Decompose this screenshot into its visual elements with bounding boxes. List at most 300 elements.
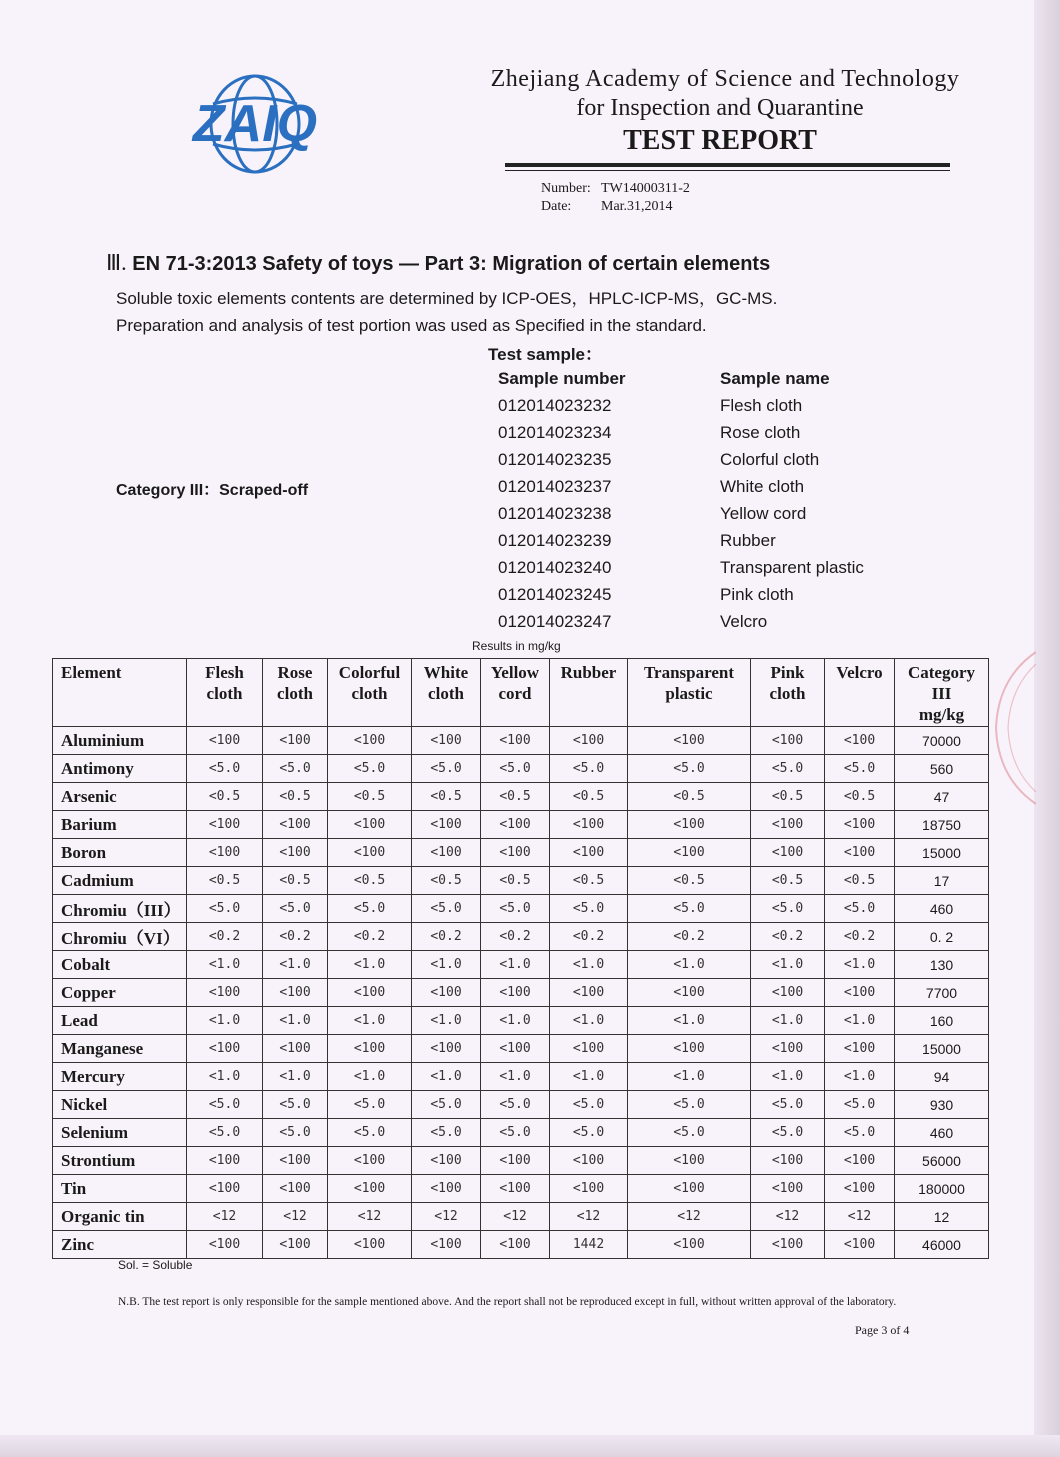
- result-cell: <100: [628, 1035, 751, 1063]
- result-cell: <100: [825, 811, 895, 839]
- category-limit-cell: 930: [895, 1091, 989, 1119]
- sample-name: Colorful cloth: [720, 450, 820, 469]
- result-cell: <1.0: [187, 1063, 263, 1091]
- result-cell: <100: [412, 1035, 481, 1063]
- result-cell: <0.2: [187, 923, 263, 951]
- sample-number: 012014023240: [498, 558, 612, 577]
- table-row: [53, 923, 989, 951]
- result-cell: <0.5: [825, 867, 895, 895]
- result-cell: <5.0: [481, 755, 550, 783]
- table-row: [53, 1007, 989, 1035]
- result-cell: <100: [187, 727, 263, 755]
- result-cell: <100: [751, 1175, 825, 1203]
- red-seal-stamp: [988, 648, 1036, 808]
- result-cell: <5.0: [751, 895, 825, 923]
- result-cell: <0.5: [751, 783, 825, 811]
- result-cell: <5.0: [328, 755, 412, 783]
- result-cell: <100: [328, 727, 412, 755]
- soluble-note: Sol. = Soluble: [118, 1258, 193, 1272]
- result-cell: <0.2: [328, 923, 412, 951]
- column-header: [628, 659, 751, 727]
- result-cell: <100: [550, 979, 628, 1007]
- result-cell: <100: [825, 1175, 895, 1203]
- column-header-line: cloth: [428, 684, 464, 703]
- result-cell: <1.0: [550, 1007, 628, 1035]
- result-cell: <100: [481, 727, 550, 755]
- test-sample-label: Test sample：: [488, 345, 603, 364]
- result-cell: <0.5: [628, 783, 751, 811]
- table-row: [53, 1175, 989, 1203]
- result-cell: <100: [825, 1147, 895, 1175]
- result-cell: <100: [628, 811, 751, 839]
- result-cell: <0.5: [187, 783, 263, 811]
- result-cell: <1.0: [481, 951, 550, 979]
- result-cell: <100: [187, 1231, 263, 1259]
- report-meta: [541, 180, 690, 216]
- result-cell: <100: [328, 1175, 412, 1203]
- result-cell: <100: [825, 1035, 895, 1063]
- category-limit-cell: 15000: [895, 839, 989, 867]
- column-header-line: Yellow: [490, 663, 540, 682]
- result-cell: <12: [825, 1203, 895, 1231]
- element-name: Lead: [53, 1007, 187, 1035]
- column-header: [263, 659, 328, 727]
- result-cell: <100: [825, 979, 895, 1007]
- column-header-line: Category: [907, 663, 976, 682]
- result-cell: <12: [412, 1203, 481, 1231]
- column-header: [751, 659, 825, 727]
- result-cell: <100: [628, 1147, 751, 1175]
- result-cell: <1.0: [825, 1063, 895, 1091]
- page-number: Page 3 of 4: [855, 1323, 910, 1337]
- element-name: Strontium: [53, 1147, 187, 1175]
- result-cell: <100: [328, 1147, 412, 1175]
- column-header-line: cloth: [277, 684, 313, 703]
- result-cell: <100: [263, 1175, 328, 1203]
- result-cell: <100: [481, 1231, 550, 1259]
- element-name: Cadmium: [53, 867, 187, 895]
- result-cell: <0.5: [751, 867, 825, 895]
- result-cell: <100: [550, 1147, 628, 1175]
- column-header: [550, 659, 628, 727]
- sample-number: 012014023235: [498, 450, 612, 469]
- column-header-line: plastic: [665, 684, 713, 703]
- result-cell: <5.0: [550, 1119, 628, 1147]
- result-cell: <5.0: [751, 1091, 825, 1119]
- result-cell: <100: [751, 839, 825, 867]
- intro-line-1: Soluble toxic elements contents are determined by ICP-OES，HPLC-ICP-MS，GC-MS.: [116, 289, 778, 308]
- sample-number-header: Sample number: [498, 369, 626, 388]
- result-cell: <5.0: [328, 895, 412, 923]
- result-cell: <1.0: [628, 1063, 751, 1091]
- result-cell: <100: [263, 811, 328, 839]
- result-cell: <0.5: [825, 783, 895, 811]
- result-cell: <0.5: [263, 867, 328, 895]
- element-name: Cobalt: [53, 951, 187, 979]
- result-cell: <0.5: [628, 867, 751, 895]
- result-cell: <1.0: [825, 1007, 895, 1035]
- result-cell: <0.2: [825, 923, 895, 951]
- result-cell: <100: [263, 1035, 328, 1063]
- section-roman: Ⅲ.: [106, 250, 127, 275]
- table-row: [53, 1119, 989, 1147]
- result-cell: <100: [263, 979, 328, 1007]
- result-cell: <0.2: [481, 923, 550, 951]
- result-cell: <5.0: [412, 1091, 481, 1119]
- column-header-line: III: [931, 684, 952, 703]
- institution-header: [400, 64, 1040, 158]
- result-cell: <0.2: [628, 923, 751, 951]
- disclaimer-note: N.B. The test report is only responsible for the sample mentioned above. And the report shall not be reproduced except in full, without written approval of the laboratory.: [118, 1296, 897, 1308]
- result-cell: <100: [263, 839, 328, 867]
- result-cell: <100: [328, 839, 412, 867]
- sample-name: White cloth: [720, 477, 805, 496]
- result-cell: <100: [825, 727, 895, 755]
- result-cell: <5.0: [751, 1119, 825, 1147]
- result-cell: <100: [628, 727, 751, 755]
- result-cell: <12: [187, 1203, 263, 1231]
- element-name: Mercury: [53, 1063, 187, 1091]
- result-cell: <100: [751, 979, 825, 1007]
- result-cell: <0.5: [481, 867, 550, 895]
- zaiq-logo: [160, 70, 350, 178]
- result-cell: <100: [751, 1035, 825, 1063]
- result-cell: <100: [751, 727, 825, 755]
- result-cell: <12: [628, 1203, 751, 1231]
- result-cell: <100: [187, 979, 263, 1007]
- table-row: [53, 1203, 989, 1231]
- column-header-line: cord: [498, 684, 532, 703]
- result-cell: <100: [628, 839, 751, 867]
- category-limit-cell: 94: [895, 1063, 989, 1091]
- sample-number: 012014023237: [498, 477, 612, 496]
- sample-name: Transparent plastic: [720, 558, 864, 577]
- sample-list-header: [498, 365, 864, 392]
- result-cell: <0.5: [412, 783, 481, 811]
- result-cell: <5.0: [825, 895, 895, 923]
- result-cell: <5.0: [263, 1091, 328, 1119]
- sample-row: [498, 608, 864, 635]
- result-cell: <5.0: [550, 755, 628, 783]
- result-cell: <1.0: [751, 1063, 825, 1091]
- result-cell: <100: [328, 811, 412, 839]
- result-cell: <0.5: [263, 783, 328, 811]
- result-cell: <5.0: [628, 1119, 751, 1147]
- result-cell: <0.5: [412, 867, 481, 895]
- table-row: [53, 811, 989, 839]
- column-header-line: Pink: [770, 663, 805, 682]
- result-cell: <1.0: [628, 951, 751, 979]
- column-header: [481, 659, 550, 727]
- result-cell: <12: [481, 1203, 550, 1231]
- result-cell: <5.0: [412, 895, 481, 923]
- element-name: Nickel: [53, 1091, 187, 1119]
- result-cell: <100: [412, 979, 481, 1007]
- result-cell: <5.0: [751, 755, 825, 783]
- result-cell: <100: [328, 1231, 412, 1259]
- table-row: [53, 951, 989, 979]
- result-cell: <5.0: [328, 1091, 412, 1119]
- table-row: [53, 979, 989, 1007]
- result-cell: <100: [481, 1175, 550, 1203]
- result-cell: <0.2: [263, 923, 328, 951]
- column-header: [412, 659, 481, 727]
- result-cell: <100: [187, 839, 263, 867]
- result-cell: <1.0: [412, 951, 481, 979]
- sample-row: [498, 581, 864, 608]
- sample-name-header: Sample name: [720, 369, 830, 388]
- column-header-line: cloth: [769, 684, 806, 703]
- result-cell: <100: [481, 1147, 550, 1175]
- result-cell: <12: [328, 1203, 412, 1231]
- result-cell: <5.0: [328, 1119, 412, 1147]
- result-cell: <100: [628, 1231, 751, 1259]
- result-cell: <1.0: [751, 951, 825, 979]
- result-cell: <100: [825, 1231, 895, 1259]
- results-header-row: [53, 659, 989, 727]
- result-cell: <1.0: [187, 951, 263, 979]
- element-name: Copper: [53, 979, 187, 1007]
- result-cell: <100: [263, 1231, 328, 1259]
- sample-row: [498, 554, 864, 581]
- sample-name: Rose cloth: [720, 423, 801, 442]
- sample-number: 012014023232: [498, 396, 612, 415]
- result-cell: <100: [751, 811, 825, 839]
- sample-name: Velcro: [720, 612, 768, 631]
- result-cell: <100: [628, 979, 751, 1007]
- result-cell: <5.0: [481, 895, 550, 923]
- result-cell: 1442: [550, 1231, 628, 1259]
- result-cell: <0.2: [412, 923, 481, 951]
- category-limit-cell: 46000: [895, 1231, 989, 1259]
- result-cell: <100: [412, 1231, 481, 1259]
- report-title: TEST REPORT: [623, 125, 817, 156]
- result-cell: <100: [825, 839, 895, 867]
- result-cell: <5.0: [481, 1119, 550, 1147]
- category-limit-cell: 460: [895, 895, 989, 923]
- category-limit-cell: 180000: [895, 1175, 989, 1203]
- element-name: Chromiu（VI）: [53, 923, 187, 951]
- element-name: Chromiu（III）: [53, 895, 187, 923]
- element-name: Aluminium: [53, 727, 187, 755]
- column-header-line: cloth: [206, 684, 243, 703]
- column-header-line: Transparent: [643, 663, 735, 682]
- element-name: Zinc: [53, 1231, 187, 1259]
- sample-number: 012014023234: [498, 423, 612, 442]
- results-body: [53, 727, 989, 1259]
- result-cell: <12: [751, 1203, 825, 1231]
- result-cell: <1.0: [481, 1063, 550, 1091]
- result-cell: <5.0: [187, 895, 263, 923]
- table-row: [53, 1091, 989, 1119]
- result-cell: <100: [412, 1175, 481, 1203]
- column-header-line: White: [423, 663, 469, 682]
- column-header-line: Element: [61, 663, 122, 682]
- result-cell: <5.0: [187, 1119, 263, 1147]
- intro-line-2: Preparation and analysis of test portion was used as Specified in the standard.: [116, 316, 707, 335]
- element-name: Organic tin: [53, 1203, 187, 1231]
- result-cell: <0.2: [751, 923, 825, 951]
- result-cell: <100: [187, 811, 263, 839]
- column-header: [187, 659, 263, 727]
- result-cell: <5.0: [825, 755, 895, 783]
- result-cell: <5.0: [263, 755, 328, 783]
- result-cell: <100: [628, 1175, 751, 1203]
- category-limit-cell: 47: [895, 783, 989, 811]
- result-cell: <5.0: [412, 1119, 481, 1147]
- result-cell: <1.0: [628, 1007, 751, 1035]
- result-cell: <5.0: [628, 755, 751, 783]
- result-cell: <100: [187, 1035, 263, 1063]
- sample-row: [498, 473, 864, 500]
- result-cell: <1.0: [263, 1063, 328, 1091]
- category-limit-cell: 130: [895, 951, 989, 979]
- category-label: Category III：Scraped-off: [116, 482, 309, 499]
- sample-number: 012014023247: [498, 612, 612, 631]
- element-name: Manganese: [53, 1035, 187, 1063]
- category-limit-cell: 56000: [895, 1147, 989, 1175]
- result-cell: <1.0: [412, 1063, 481, 1091]
- result-cell: <100: [328, 1035, 412, 1063]
- header-rule-thin: [505, 170, 950, 171]
- sample-row: [498, 446, 864, 473]
- page-edge-shadow: [1034, 0, 1060, 1457]
- result-cell: <0.5: [550, 783, 628, 811]
- result-cell: <1.0: [481, 1007, 550, 1035]
- result-cell: <100: [550, 1035, 628, 1063]
- category-limit-cell: 12: [895, 1203, 989, 1231]
- result-cell: <1.0: [751, 1007, 825, 1035]
- category-limit-cell: 460: [895, 1119, 989, 1147]
- column-header-line: Rubber: [560, 663, 617, 682]
- sample-name: Yellow cord: [720, 504, 807, 523]
- result-cell: <0.5: [550, 867, 628, 895]
- column-header: [328, 659, 412, 727]
- sample-name: Pink cloth: [720, 585, 794, 604]
- category-limit-cell: 7700: [895, 979, 989, 1007]
- page-bottom-shadow: [0, 1435, 1060, 1457]
- table-row: [53, 1147, 989, 1175]
- logo-text: ZAIQ: [192, 95, 318, 153]
- number-label: Number:: [541, 181, 591, 196]
- result-cell: <0.5: [187, 867, 263, 895]
- result-cell: <100: [550, 727, 628, 755]
- result-cell: <5.0: [263, 1119, 328, 1147]
- result-cell: <5.0: [628, 1091, 751, 1119]
- result-cell: <5.0: [481, 1091, 550, 1119]
- column-header-line: Velcro: [836, 663, 883, 682]
- sample-row: [498, 500, 864, 527]
- result-cell: <100: [187, 1175, 263, 1203]
- report-number: TW14000311-2: [601, 181, 690, 196]
- sample-row: [498, 419, 864, 446]
- sample-name: Flesh cloth: [720, 396, 803, 415]
- element-name: Boron: [53, 839, 187, 867]
- result-cell: <12: [550, 1203, 628, 1231]
- table-row: [53, 1231, 989, 1259]
- category-limit-cell: 70000: [895, 727, 989, 755]
- result-cell: <1.0: [187, 1007, 263, 1035]
- result-cell: <100: [481, 1035, 550, 1063]
- result-cell: <100: [412, 811, 481, 839]
- result-cell: <100: [751, 1231, 825, 1259]
- report-date: Mar.31,2014: [601, 199, 673, 214]
- result-cell: <1.0: [328, 1007, 412, 1035]
- table-row: [53, 1035, 989, 1063]
- result-cell: <5.0: [628, 895, 751, 923]
- result-cell: <100: [412, 727, 481, 755]
- result-cell: <1.0: [550, 951, 628, 979]
- column-header-line: mg/kg: [918, 705, 965, 724]
- element-name: Tin: [53, 1175, 187, 1203]
- table-row: [53, 1063, 989, 1091]
- category-limit-cell: 15000: [895, 1035, 989, 1063]
- category-limit-cell: 560: [895, 755, 989, 783]
- result-cell: <100: [412, 1147, 481, 1175]
- sample-number: 012014023238: [498, 504, 612, 523]
- category-limit-cell: 0. 2: [895, 923, 989, 951]
- header-rule-thick: [505, 163, 950, 167]
- result-cell: <100: [481, 979, 550, 1007]
- result-cell: <100: [550, 1175, 628, 1203]
- table-row: [53, 867, 989, 895]
- result-cell: <5.0: [412, 755, 481, 783]
- results-unit-note: Results in mg/kg: [472, 639, 561, 653]
- result-cell: <100: [550, 811, 628, 839]
- section-title-text: EN 71-3:2013 Safety of toys — Part 3: Migration of certain elements: [126, 253, 771, 275]
- institution-name-line2: for Inspection and Quarantine: [576, 95, 864, 121]
- table-row: [53, 839, 989, 867]
- result-cell: <5.0: [187, 1091, 263, 1119]
- results-table: [52, 658, 989, 1259]
- table-row: [53, 895, 989, 923]
- sample-list: [498, 365, 864, 635]
- section-title: [106, 250, 770, 276]
- category-limit-cell: 17: [895, 867, 989, 895]
- column-header-line: Rose: [277, 663, 313, 682]
- result-cell: <12: [263, 1203, 328, 1231]
- result-cell: <0.5: [328, 867, 412, 895]
- result-cell: <0.5: [481, 783, 550, 811]
- column-header: [53, 659, 187, 727]
- result-cell: <5.0: [825, 1119, 895, 1147]
- section-intro: [116, 285, 777, 339]
- element-name: Selenium: [53, 1119, 187, 1147]
- result-cell: <100: [481, 839, 550, 867]
- result-cell: <1.0: [263, 1007, 328, 1035]
- result-cell: <100: [751, 1147, 825, 1175]
- category-limit-cell: 18750: [895, 811, 989, 839]
- result-cell: <0.2: [550, 923, 628, 951]
- column-header-line: Flesh: [205, 663, 244, 682]
- result-cell: <100: [550, 839, 628, 867]
- result-cell: <100: [263, 1147, 328, 1175]
- sample-number: 012014023245: [498, 585, 612, 604]
- institution-name-line1: Zhejiang Academy of Science and Technology: [490, 66, 960, 92]
- table-row: [53, 755, 989, 783]
- element-name: Arsenic: [53, 783, 187, 811]
- column-header: [895, 659, 989, 727]
- sample-number: 012014023239: [498, 531, 612, 550]
- result-cell: <100: [263, 727, 328, 755]
- result-cell: <0.5: [328, 783, 412, 811]
- result-cell: <5.0: [825, 1091, 895, 1119]
- result-cell: <5.0: [187, 755, 263, 783]
- result-cell: <1.0: [825, 951, 895, 979]
- sample-row: [498, 392, 864, 419]
- result-cell: <100: [412, 839, 481, 867]
- result-cell: <5.0: [550, 1091, 628, 1119]
